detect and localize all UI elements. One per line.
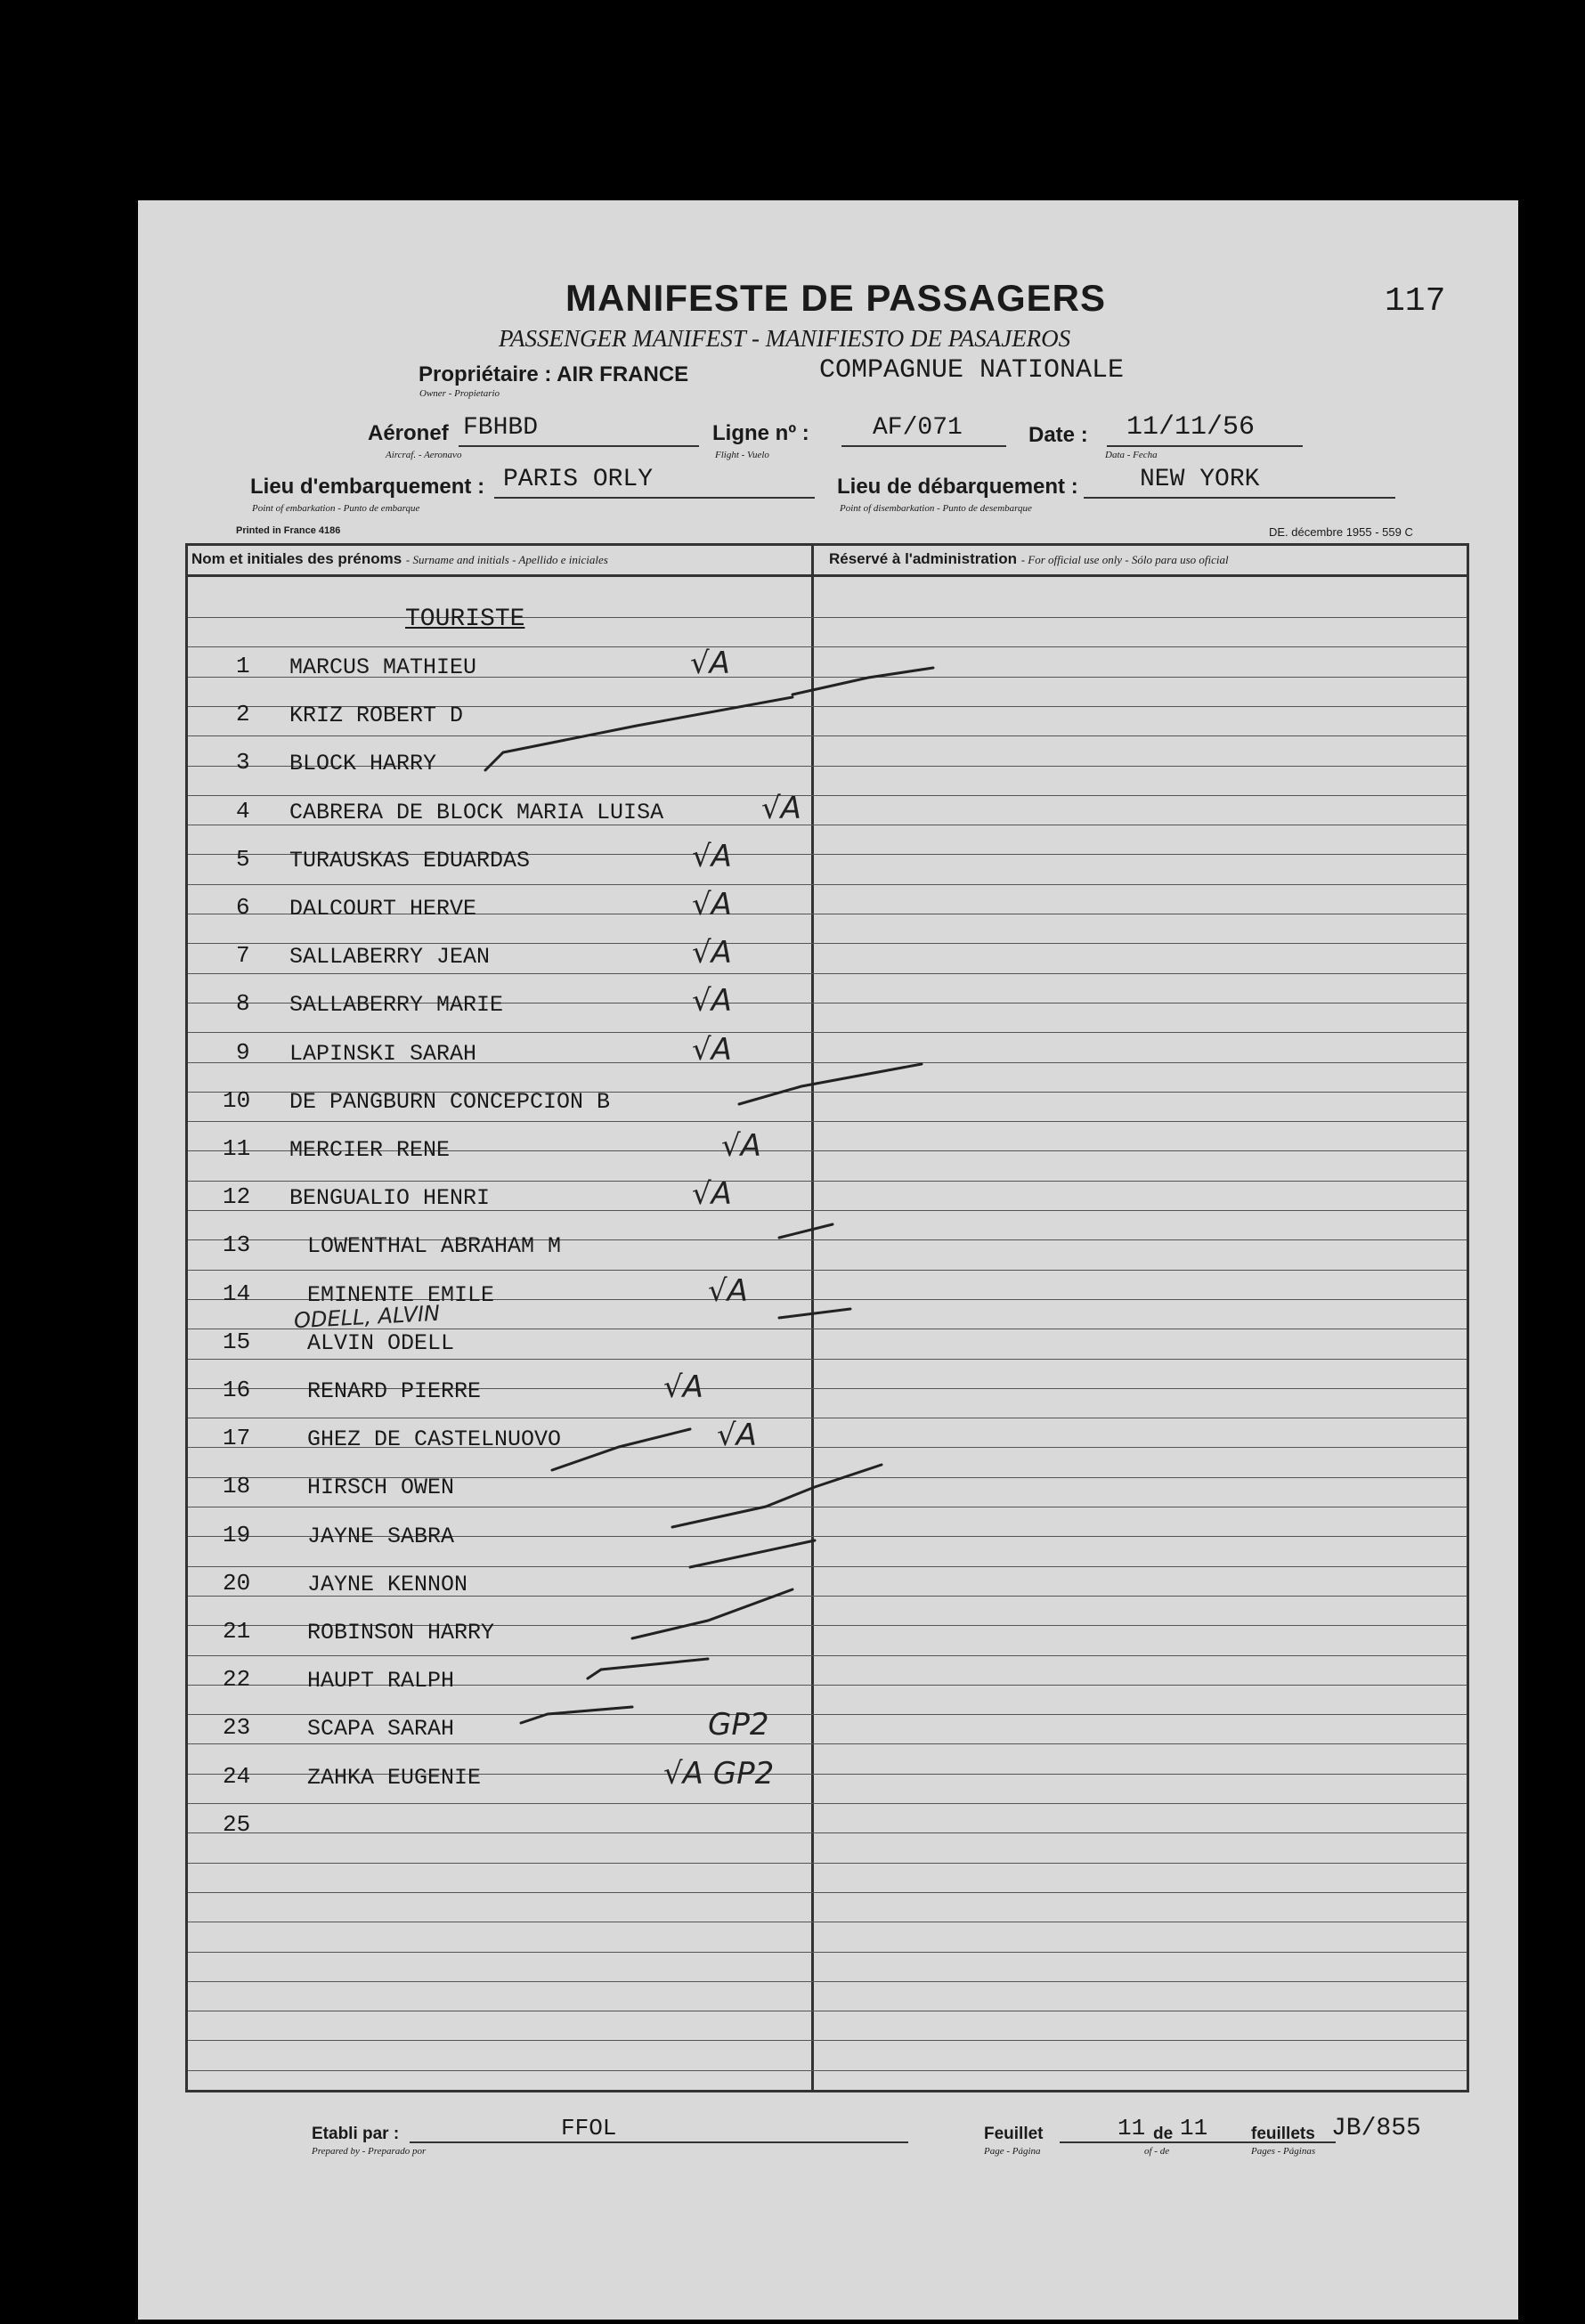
passenger-number: 5 <box>236 845 250 873</box>
owner-typed: COMPAGNUE NATIONALE <box>819 355 1125 386</box>
passenger-name: RENARD PIERRE <box>307 1378 482 1404</box>
of-translation: of - de <box>1144 2146 1170 2157</box>
passenger-number: 25 <box>223 1810 251 1838</box>
passenger-number: 17 <box>223 1425 251 1452</box>
passenger-name: LOWENTHAL ABRAHAM M <box>307 1233 562 1260</box>
passenger-name: TURAUSKAS EDUARDAS <box>289 847 531 874</box>
class-label: TOURISTE <box>405 605 525 633</box>
embark-translation: Point of embarkation - Punto de embarque <box>252 503 420 514</box>
passenger-number: 13 <box>223 1231 251 1259</box>
checkmark-annotation: √A <box>692 1031 732 1068</box>
passenger-name: JAYNE KENNON <box>307 1571 468 1597</box>
passenger-name: GHEZ DE CASTELNUOVO <box>307 1426 562 1453</box>
passenger-name: MERCIER RENE <box>289 1137 451 1163</box>
sheets-translation: Pages - Páginas <box>1251 2146 1316 2157</box>
checkmark-annotation: √A <box>692 935 732 971</box>
checkmark-annotation: GP2 <box>708 1707 769 1743</box>
checkmark-annotation: √A <box>690 646 730 681</box>
checkmark-annotation: √A <box>692 838 732 874</box>
document-subtitle: PASSENGER MANIFEST - MANIFIESTO DE PASAJEROS <box>499 325 1071 352</box>
passenger-number: 22 <box>223 1666 251 1694</box>
embark-label: Lieu d'embarquement : <box>250 475 485 499</box>
passenger-name: MARCUS MATHIEU <box>289 654 477 680</box>
total-sheets-value: 11 <box>1180 2115 1208 2141</box>
passenger-name: LAPINSKI SARAH <box>289 1040 477 1067</box>
passenger-number: 4 <box>236 797 250 825</box>
prepared-value: FFOL <box>561 2115 617 2141</box>
ink-checkmarks <box>138 200 1518 2320</box>
aircraft-value: FBHBD <box>463 414 539 442</box>
passenger-number: 14 <box>223 1280 251 1307</box>
flight-translation: Flight - Vuelo <box>715 450 769 460</box>
checkmark-annotation: √A GP2 <box>663 1755 775 1792</box>
form-code: DE. décembre 1955 - 559 C <box>1269 525 1413 539</box>
passenger-number: 18 <box>223 1473 251 1500</box>
passenger-name: SCAPA SARAH <box>307 1716 455 1743</box>
passenger-number: 24 <box>223 1762 251 1790</box>
passenger-number: 6 <box>236 894 250 921</box>
passenger-number: 20 <box>223 1569 251 1597</box>
passenger-name: KRIZ ROBERT D <box>289 703 464 729</box>
date-value: 11/11/56 <box>1126 412 1256 443</box>
checkmark-annotation: √A <box>692 983 732 1020</box>
passenger-name: BLOCK HARRY <box>289 751 437 777</box>
passenger-number: 11 <box>223 1135 251 1162</box>
aircraft-translation: Aircraf. - Aeronavo <box>386 450 462 460</box>
passenger-number: 21 <box>223 1618 251 1645</box>
passenger-name: DE PANGBURN CONCEPCION B <box>289 1088 611 1115</box>
passenger-number: 9 <box>236 1038 250 1066</box>
owner-label: Propriétaire : AIR FRANCE <box>419 362 689 386</box>
passenger-name: SALLABERRY JEAN <box>289 944 491 971</box>
passenger-number: 12 <box>223 1183 251 1211</box>
passenger-name: HIRSCH OWEN <box>307 1475 455 1501</box>
checkmark-annotation: √A <box>663 1369 703 1405</box>
passenger-number: 3 <box>236 749 250 776</box>
document-title: MANIFESTE DE PASSAGERS <box>565 277 1106 319</box>
disembark-value: NEW YORK <box>1140 466 1260 493</box>
manifest-sheet <box>138 200 1518 2320</box>
flight-label: Ligne nº : <box>712 421 809 445</box>
sheet-translation: Page - Página <box>984 2146 1041 2157</box>
handwritten-correction: ODELL, ALVIN <box>293 1300 441 1334</box>
sheet-label: Feuillet <box>984 2125 1044 2143</box>
passenger-name: EMINENTE EMILE <box>307 1281 495 1308</box>
disembark-label: Lieu de débarquement : <box>837 475 1078 499</box>
passenger-number: 7 <box>236 942 250 970</box>
sheet-value: 11 <box>1118 2115 1146 2141</box>
passenger-name: ZAHKA EUGENIE <box>307 1764 482 1791</box>
checkmark-annotation: √A <box>708 1272 748 1309</box>
checkmark-annotation: √A <box>692 1176 732 1213</box>
checkmark-annotation: √A <box>721 1128 761 1164</box>
passenger-name: ALVIN ODELL <box>307 1329 455 1356</box>
passenger-number: 1 <box>236 653 250 679</box>
passenger-name: HAUPT RALPH <box>307 1668 455 1694</box>
prepared-label: Etabli par : <box>312 2125 400 2143</box>
left-column-header: Nom et initiales des prénoms - Surname and initials - Apellido e iniciales <box>191 550 608 567</box>
passenger-number: 16 <box>223 1377 251 1403</box>
date-label: Date : <box>1028 423 1088 447</box>
passenger-name: ROBINSON HARRY <box>307 1620 495 1645</box>
reference-code: JB/855 <box>1331 2115 1421 2142</box>
embark-value: PARIS ORLY <box>503 466 654 493</box>
passenger-number: 10 <box>223 1086 251 1114</box>
aircraft-label: Aéronef <box>368 421 449 445</box>
passenger-number: 8 <box>236 990 250 1018</box>
printed-note: Printed in France 4186 <box>236 525 341 536</box>
checkmark-annotation: √A <box>761 790 801 826</box>
owner-translation: Owner - Propietario <box>419 388 500 399</box>
page-number: 117 <box>1385 282 1446 321</box>
right-column-header: Réservé à l'administration - For official use only - Sólo para uso oficial <box>829 550 1229 567</box>
of-label: de <box>1153 2125 1174 2143</box>
disembark-translation: Point of disembarkation - Punto de desembarque <box>840 503 1032 514</box>
passenger-name: BENGUALIO HENRI <box>289 1185 491 1212</box>
date-translation: Data - Fecha <box>1105 450 1158 460</box>
checkmark-annotation: √A <box>692 887 732 922</box>
passenger-name: SALLABERRY MARIE <box>289 992 504 1019</box>
prepared-translation: Prepared by - Preparado por <box>312 2146 427 2157</box>
passenger-name: DALCOURT HERVE <box>289 896 477 922</box>
passenger-number: 15 <box>223 1328 251 1355</box>
flight-value: AF/071 <box>873 414 963 442</box>
passenger-name: JAYNE SABRA <box>307 1523 455 1549</box>
sheets-label: feuillets <box>1251 2125 1315 2143</box>
checkmark-annotation: √A <box>717 1418 757 1454</box>
passenger-number: 19 <box>223 1521 251 1548</box>
passenger-number: 23 <box>223 1714 251 1742</box>
passenger-name: CABRERA DE BLOCK MARIA LUISA <box>289 799 664 825</box>
passenger-number: 2 <box>236 701 250 728</box>
